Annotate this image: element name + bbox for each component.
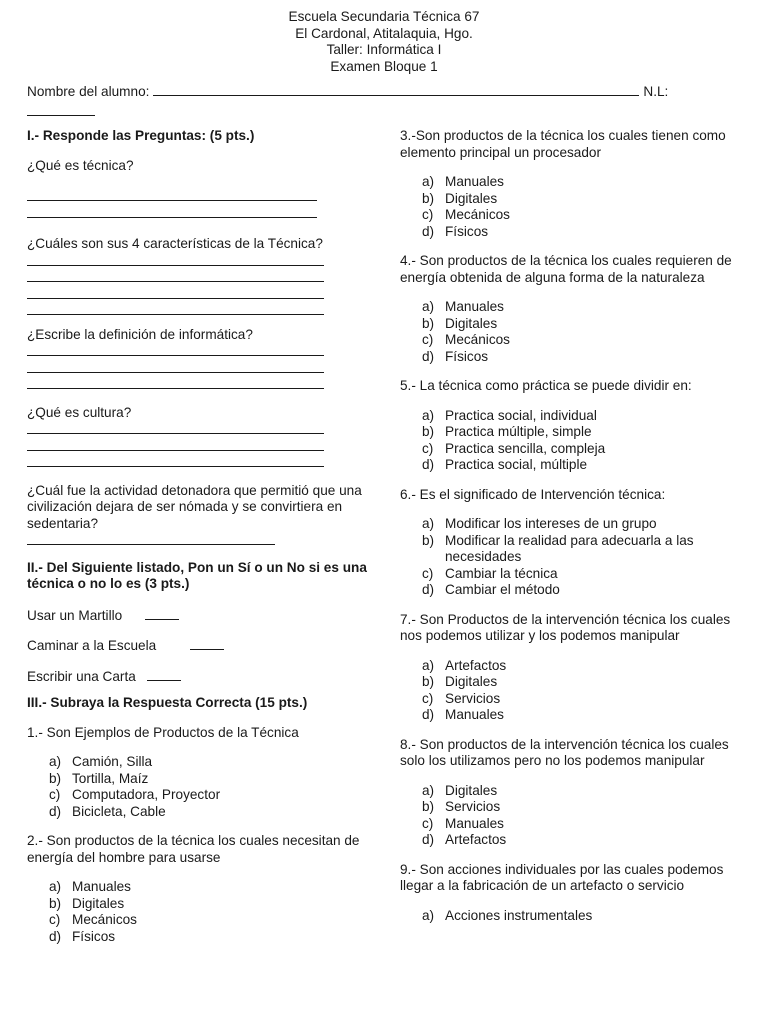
yes-no-item-label: Usar un Martillo [27,607,123,623]
mc-option[interactable]: c) Practica sencilla, compleja [422,440,606,456]
school-location: El Cardonal, Atitalaquia, Hgo. [295,25,473,41]
mc-question-text: 3.-Son productos de la técnica los cuales tienen como elemento principal un procesador [400,128,726,160]
mc-option[interactable]: d) Físicos [49,928,116,944]
mc-option[interactable]: a) Digitales [422,782,498,798]
mc-option[interactable]: c) Cambiar la técnica [422,565,558,581]
mc-option[interactable]: b) Digitales [422,190,498,206]
yes-no-blank[interactable] [190,637,224,650]
mc-option[interactable]: b) Digitales [422,315,498,331]
workshop-title: Taller: Informática I [326,42,442,57]
answer-lines [27,421,372,471]
answer-lines [27,188,372,221]
mc-question-text: 8.- Son productos de la intervención técnica los cuales solo los utilizamos pero no los podemos manipular [400,736,729,768]
answer-blank[interactable] [27,532,275,545]
answer-blank[interactable] [27,269,324,282]
mc-question-text: 7.- Son Productos de la intervención técnica los cuales nos podemos utilizar y los podemos manipular [400,611,731,643]
student-name-blank[interactable] [153,83,639,96]
mc-options [400,408,745,474]
yes-no-item [27,607,372,625]
mc-option[interactable]: c) Computadora, Proyector [49,787,221,802]
yes-no-item-label: Caminar a la Escuela [27,638,157,653]
mc-option[interactable]: d) Artefactos [422,832,507,847]
mc-option[interactable]: b) Digitales [49,895,125,911]
answer-lines [27,343,372,393]
section1-question: ¿Qué es técnica? [27,157,134,173]
answer-blank[interactable] [27,253,324,266]
mc-options [400,516,745,599]
school-name: Escuela Secundaria Técnica 67 [288,9,480,24]
yes-no-item [27,668,372,686]
mc-question-text: 2.- Son productos de la técnica los cuales necesitan de energía del hombre para usarse [27,833,360,865]
student-info-row [27,83,747,120]
section1-question: ¿Qué es cultura? [27,404,132,420]
mc-option[interactable]: d) Bicicleta, Cable [49,803,166,819]
mc-option[interactable]: c) Mecánicos [422,332,510,347]
answer-blank[interactable] [27,205,317,218]
mc-option[interactable]: a) Artefactos [422,657,507,673]
section1-question: ¿Cuáles son sus 4 características de la Técnica? [27,236,323,251]
mc-option[interactable]: b) Tortilla, Maíz [49,770,149,786]
yes-no-item-label: Escribir una Carta [27,668,136,684]
answer-blank[interactable] [27,302,324,315]
mc-option[interactable]: b) Modificar la realidad para adecuarla a las necesidades [422,532,694,564]
yes-no-blank[interactable] [147,668,181,681]
exam-title: Examen Bloque 1 [330,58,438,74]
student-number-blank[interactable] [27,103,95,116]
mc-question-text: 5.- La técnica como práctica se puede dividir en: [400,378,692,393]
mc-options [400,658,745,724]
mc-options [400,299,745,365]
mc-option[interactable]: a) Practica social, individual [422,407,597,423]
answer-blank[interactable] [27,421,324,434]
mc-option[interactable]: a) Camión, Silla [49,754,153,769]
answer-blank[interactable] [27,438,324,451]
mc-options [400,908,745,925]
mc-option[interactable]: a) Manuales [49,879,131,894]
mc-option[interactable]: d) Manuales [422,707,504,722]
mc-option[interactable]: d) Físicos [422,223,489,239]
answer-blank[interactable] [27,376,324,389]
answer-blank[interactable] [27,343,324,356]
section1-question: ¿Cuál fue la actividad detonadora que permitió que una civilización dejara de ser nómada y se convirtiera en sedentaria? [27,482,362,531]
mc-question-text: 1.- Son Ejemplos de Productos de la Técnica [27,724,299,740]
mc-option[interactable]: b) Servicios [422,799,501,814]
student-number-label: N.L: [643,84,669,99]
yes-no-blank[interactable] [145,607,179,620]
yes-no-item [27,637,372,655]
mc-options [400,783,745,849]
mc-option[interactable]: d) Practica social, múltiple [422,457,588,472]
mc-options [27,879,372,945]
section1-question: ¿Escribe la definición de informática? [27,326,253,342]
student-name-label: Nombre del alumno: [27,84,150,99]
mc-option[interactable]: c) Servicios [422,690,501,706]
mc-option[interactable]: c) Manuales [422,815,504,831]
mc-question-text: 6.- Es el significado de Intervención técnica: [400,486,666,502]
mc-option[interactable]: b) Practica múltiple, simple [422,424,592,439]
document-header [0,9,768,75]
left-column [27,128,372,945]
right-column [400,128,745,924]
mc-option[interactable]: a) Acciones instrumentales [422,907,593,923]
answer-blank[interactable] [27,188,317,201]
answer-lines [27,532,372,549]
section1-title: I.- Responde las Preguntas: (5 pts.) [27,128,255,143]
answer-blank[interactable] [27,286,324,299]
mc-option[interactable]: c) Mecánicos [49,912,137,927]
section3-title: III.- Subraya la Respuesta Correcta (15 pts.) [27,695,308,710]
mc-question-text: 9.- Son acciones individuales por las cuales podemos llegar a la fabricación de un artefacto o servicio [400,861,724,893]
mc-option[interactable]: b) Digitales [422,674,498,689]
mc-option[interactable]: d) Cambiar el método [422,582,560,597]
mc-option[interactable]: c) Mecánicos [422,207,510,222]
mc-option[interactable]: a) Manuales [422,299,504,314]
answer-lines [27,253,372,319]
section2-title: II.- Del Siguiente listado, Pon un Sí o un No si es una técnica o no lo es (3 pts.) [27,559,367,591]
mc-option[interactable]: d) Físicos [422,348,489,364]
mc-option[interactable]: a) Modificar los intereses de un grupo [422,516,657,531]
mc-question-text: 4.- Son productos de la técnica los cuales requieren de energía obtenida de alguna forma de la naturaleza [400,253,732,285]
mc-options [400,174,745,240]
mc-options [27,754,372,820]
answer-blank[interactable] [27,360,324,373]
mc-option[interactable]: a) Manuales [422,174,504,189]
answer-blank[interactable] [27,454,324,467]
